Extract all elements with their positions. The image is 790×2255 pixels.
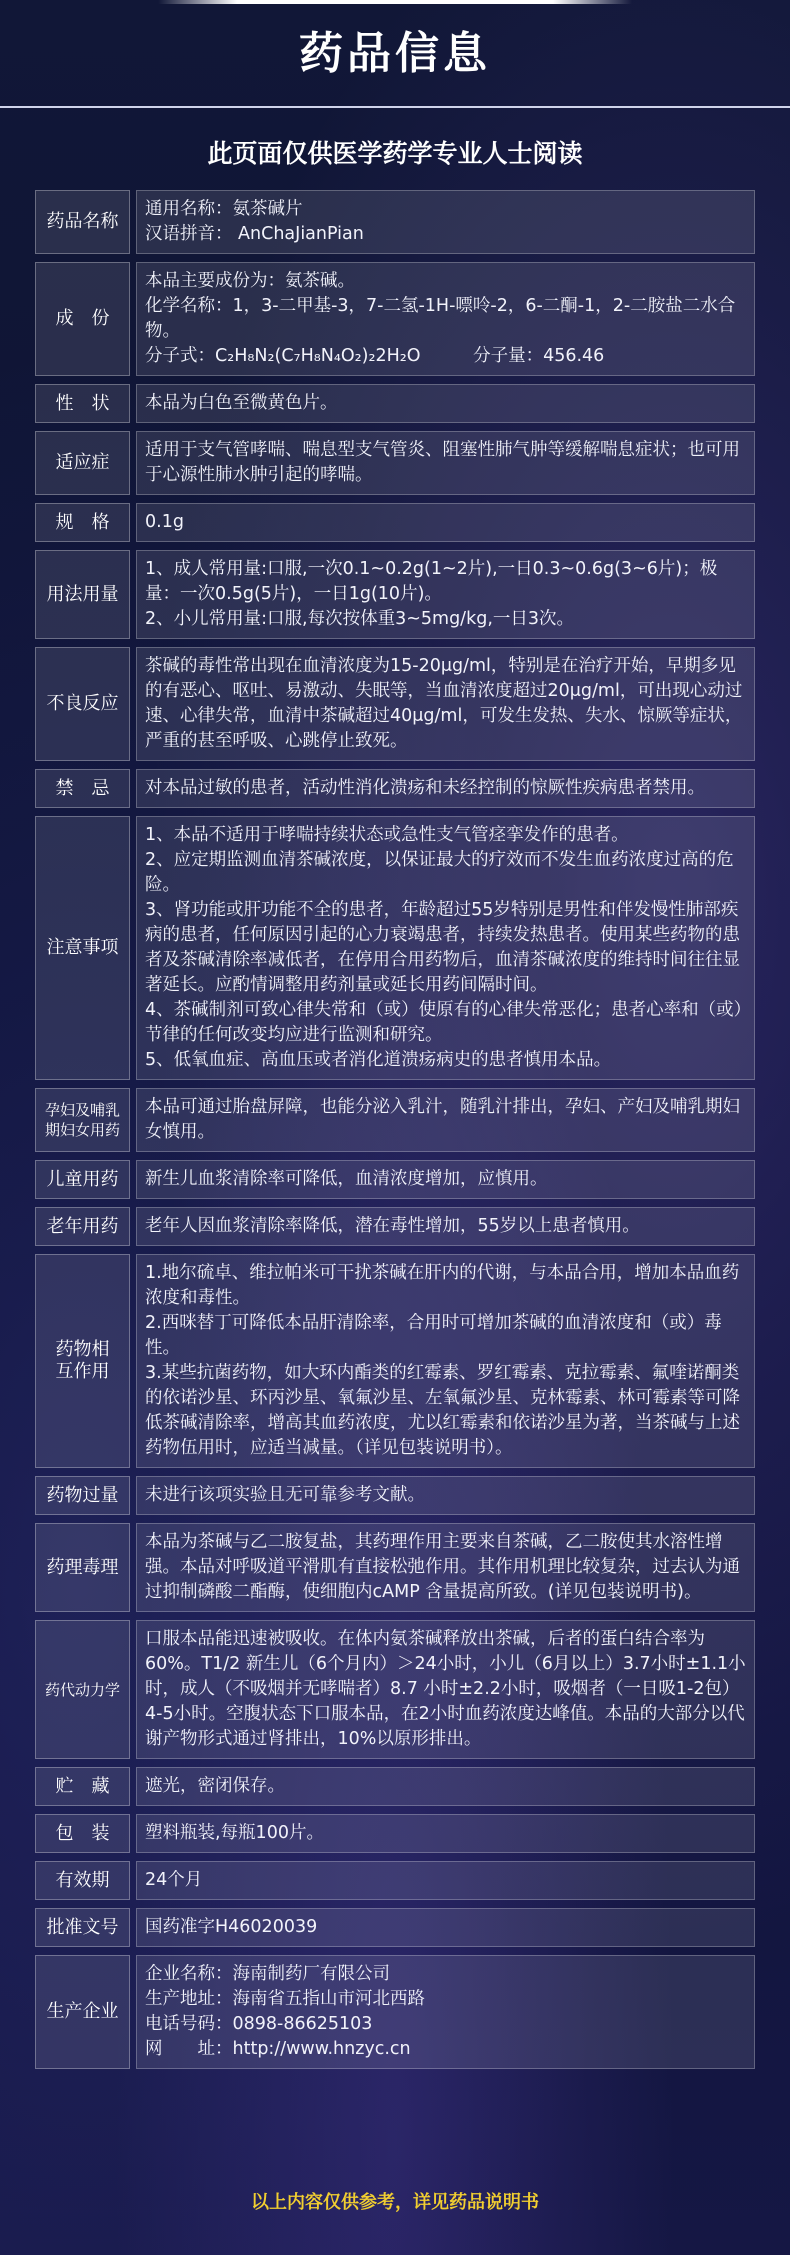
row-appearance <box>35 384 755 423</box>
row-label: 成 份 <box>35 262 130 376</box>
value-line: 2、小儿常用量:口服,每次按体重3~5mg/kg,一日3次。 <box>145 609 575 629</box>
row-manufacturer <box>35 1955 755 2069</box>
value-line: 汉语拼音： AnChaJianPian <box>145 224 364 244</box>
row-geriatric <box>35 1207 755 1246</box>
row-value <box>136 1814 755 1853</box>
value-line: 化学名称：1，3-二甲基-3，7-二氢-1H-嘌呤-2，6-二酮-1，2-二胺盐二水合物。 <box>145 296 736 341</box>
row-value <box>136 1088 755 1152</box>
row-value <box>136 384 755 423</box>
row-value <box>136 1767 755 1806</box>
row-value <box>136 431 755 495</box>
value-line: 新生儿血浆清除率可降低，血清浓度增加，应慎用。 <box>145 1169 548 1189</box>
row-value <box>136 1160 755 1199</box>
row-pharmacology <box>35 1523 755 1612</box>
row-interactions <box>35 1254 755 1468</box>
row-label: 孕妇及哺乳期妇女用药 <box>35 1088 130 1152</box>
row-value <box>136 1955 755 2069</box>
row-label: 有效期 <box>35 1861 130 1900</box>
row-storage <box>35 1767 755 1806</box>
value-line: 分子式：C₂H₈N₂(C₇H₈N₄O₂)₂2H₂O 分子量：456.46 <box>145 346 605 366</box>
value-line: 0.1g <box>145 512 184 532</box>
value-line: 塑料瓶装,每瓶100片。 <box>145 1823 324 1843</box>
value-line: 1、本品不适用于哮喘持续状态或急性支气管痉挛发作的患者。 <box>145 825 629 845</box>
row-dosage <box>35 550 755 639</box>
header-decor-line <box>0 0 790 4</box>
value-line: 生产地址：海南省五指山市河北西路 <box>145 1989 425 2009</box>
value-line: 本品为白色至微黄色片。 <box>145 393 338 413</box>
row-label: 适应症 <box>35 431 130 495</box>
row-value <box>136 503 755 542</box>
row-value <box>136 1254 755 1468</box>
value-line: 老年人因血浆清除率降低，潜在毒性增加，55岁以上患者慎用。 <box>145 1216 640 1236</box>
value-line: 遮光，密闭保存。 <box>145 1776 285 1796</box>
row-label: 不良反应 <box>35 647 130 761</box>
row-label: 老年用药 <box>35 1207 130 1246</box>
value-line: 未进行该项实验且无可靠参考文献。 <box>145 1485 425 1505</box>
row-value <box>136 262 755 376</box>
row-label: 注意事项 <box>35 816 130 1080</box>
row-label: 生产企业 <box>35 1955 130 2069</box>
value-line: 1、成人常用量:口服,一次0.1~0.2g(1~2片),一日0.3~0.6g(3~6片)；极量：一次0.5g(5片)，一日1g(10片)。 <box>145 559 718 604</box>
value-line: 电话号码：0898-86625103 <box>145 2014 373 2034</box>
row-value <box>136 1620 755 1759</box>
row-value <box>136 550 755 639</box>
row-label: 规 格 <box>35 503 130 542</box>
row-value <box>136 1523 755 1612</box>
row-label: 药物过量 <box>35 1476 130 1515</box>
value-line: 2、应定期监测血清茶碱浓度，以保证最大的疗效而不发生血药浓度过高的危险。 <box>145 850 734 895</box>
website-link[interactable]: 网 址：http://www.hnzyc.cn <box>145 2039 411 2059</box>
value-line: 本品为茶碱与乙二胺复盐，其药理作用主要来自茶碱，乙二胺使其水溶性增强。本品对呼吸道平滑肌有直接松弛作用。其作用机理比较复杂，过去认为通过抑制磷酸二酯酶，使细胞内cAMP 含量提高所致。(详见包装说明书)。 <box>145 1532 740 1602</box>
value-line: 适用于支气管哮喘、喘息型支气管炎、阻塞性肺气肿等缓解喘息症状；也可用于心源性肺水肿引起的哮喘。 <box>145 440 740 485</box>
value-line: 1.地尔硫卓、维拉帕米可干扰茶碱在肝内的代谢，与本品合用，增加本品血药浓度和毒性。 <box>145 1263 740 1308</box>
row-overdose <box>35 1476 755 1515</box>
value-line: 茶碱的毒性常出现在血清浓度为15-20μg/ml，特别是在治疗开始，早期多见的有恶心、呕吐、易激动、失眠等，当血清浓度超过20μg/ml，可出现心动过速、心律失常，血清中茶碱超过40μg/ml，可发生发热、失水、惊厥等症状，严重的甚至呼吸、心跳停止致死。 <box>145 656 743 751</box>
row-pregnancy <box>35 1088 755 1152</box>
value-line: 5、低氧血症、高血压或者消化道溃疡病史的患者慎用本品。 <box>145 1050 612 1070</box>
row-pediatric <box>35 1160 755 1199</box>
row-label: 包 装 <box>35 1814 130 1853</box>
row-label: 儿童用药 <box>35 1160 130 1199</box>
value-line: 对本品过敏的患者，活动性消化溃疡和未经控制的惊厥性疾病患者禁用。 <box>145 778 705 798</box>
value-line: 本品可通过胎盘屏障，也能分泌入乳汁，随乳汁排出，孕妇、产妇及哺乳期妇女慎用。 <box>145 1097 740 1142</box>
row-spec <box>35 503 755 542</box>
row-ingredients <box>35 262 755 376</box>
row-value <box>136 1908 755 1947</box>
value-line: 本品主要成份为：氨茶碱。 <box>145 271 355 291</box>
row-value <box>136 769 755 808</box>
footer-note: 以上内容仅供参考，详见药品说明书 <box>251 2192 539 2213</box>
value-line: 24个月 <box>145 1870 203 1890</box>
row-label: 用法用量 <box>35 550 130 639</box>
row-precautions <box>35 816 755 1080</box>
page-title: 药品信息 <box>299 28 491 79</box>
value-line: 通用名称：氨茶碱片 <box>145 199 303 219</box>
row-label: 药物相互作用 <box>35 1254 130 1468</box>
row-label: 药品名称 <box>35 190 130 254</box>
row-label: 贮 藏 <box>35 1767 130 1806</box>
row-label: 批准文号 <box>35 1908 130 1947</box>
row-label: 药代动力学 <box>35 1620 130 1759</box>
row-value <box>136 647 755 761</box>
value-line: 4、茶碱制剂可致心律失常和（或）使原有的心律失常恶化；患者心率和（或）节律的任何改变均应进行监测和研究。 <box>145 1000 743 1045</box>
row-value <box>136 1207 755 1246</box>
row-adverse-reactions <box>35 647 755 761</box>
row-label: 药理毒理 <box>35 1523 130 1612</box>
value-line: 口服本品能迅速被吸收。在体内氨茶碱释放出茶碱，后者的蛋白结合率为60%。T1/2 新生儿（6个月内）＞24小时，小儿（6月以上）3.7小时±1.1小时，成人（不吸烟并无哮喘者）8.7 小时±2.2小时，吸烟者（一日吸1-2包）4-5小时。空腹状态下口服本品，在2小时血药浓度达峰值。本品的大部分以代谢产物形式通过肾排出，10%以原形排出。 <box>145 1629 746 1749</box>
page-subtitle: 此页面仅供医学药学专业人士阅读 <box>207 139 583 168</box>
drug-info-table <box>35 190 755 2077</box>
row-value <box>136 816 755 1080</box>
row-value <box>136 1476 755 1515</box>
value-line: 国药准字H46020039 <box>145 1917 318 1937</box>
value-line: 2.西咪替丁可降低本品肝清除率，合用时可增加茶碱的血清浓度和（或）毒性。 <box>145 1313 722 1358</box>
row-contraindications <box>35 769 755 808</box>
row-approval <box>35 1908 755 1947</box>
header <box>0 0 790 108</box>
row-label: 性 状 <box>35 384 130 423</box>
row-label: 禁 忌 <box>35 769 130 808</box>
row-package <box>35 1814 755 1853</box>
row-value <box>136 190 755 254</box>
row-value <box>136 1861 755 1900</box>
row-indications <box>35 431 755 495</box>
value-line: 3、肾功能或肝功能不全的患者，年龄超过55岁特别是男性和伴发慢性肺部疾病的患者，任何原因引起的心力衰竭患者，持续发热患者。使用某些药物的患者及茶碱清除率减低者，在停用合用药物后，血清茶碱浓度的维持时间往往显著延长。应酌情调整用药剂量或延长用药间隔时间。 <box>145 900 740 995</box>
value-line: 企业名称：海南制药厂有限公司 <box>145 1964 390 1984</box>
row-pharmacokinetics <box>35 1620 755 1759</box>
value-line: 3.某些抗菌药物，如大环内酯类的红霉素、罗红霉素、克拉霉素、氟喹诺酮类的依诺沙星、环丙沙星、氧氟沙星、左氧氟沙星、克林霉素、林可霉素等可降低茶碱清除率，增高其血药浓度，尤以红霉素和依诺沙星为著，当茶碱与上述药物伍用时，应适当减量。（详见包装说明书）。 <box>145 1363 740 1458</box>
row-name <box>35 190 755 254</box>
row-expiry <box>35 1861 755 1900</box>
